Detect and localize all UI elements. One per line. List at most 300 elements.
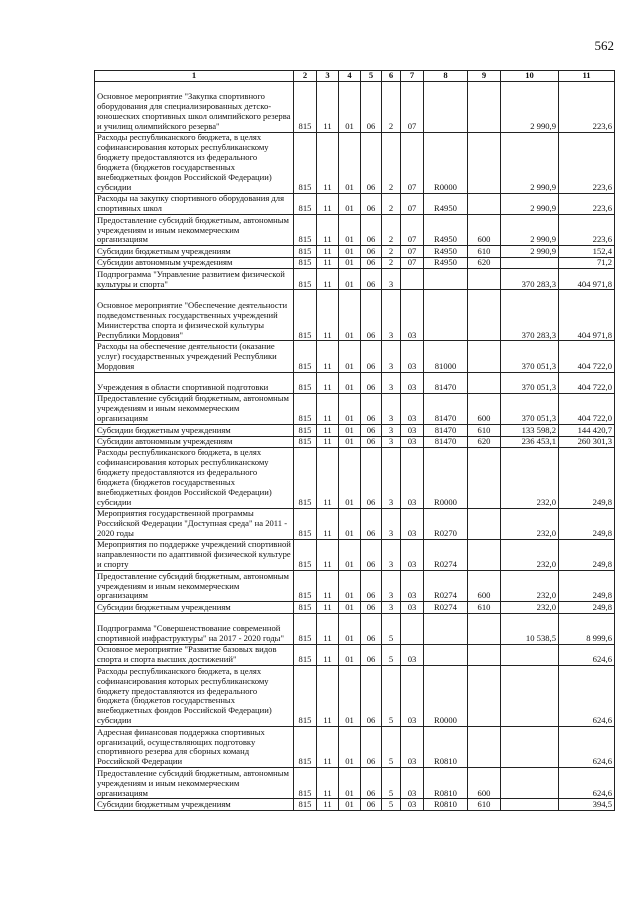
row-name-cell: Предоставление субсидий бюджетным, автономным учреждениям и иным некоммерческим организациям xyxy=(95,768,294,799)
year-2019-amount-cell: 370 051,3 xyxy=(501,393,559,424)
expense-type-cell: 610 xyxy=(468,246,501,257)
budget-table xyxy=(94,70,615,811)
direction-cell: R0810 xyxy=(424,768,468,799)
year-2020-amount-cell: 404 722,0 xyxy=(559,341,615,372)
year-2020-amount-cell: 249,8 xyxy=(559,539,615,570)
direction-cell: R0270 xyxy=(424,508,468,539)
main-event-cell: 03 xyxy=(401,768,424,799)
subsection-cell: 01 xyxy=(339,508,361,539)
main-event-cell: 03 xyxy=(401,539,424,570)
table-row xyxy=(95,447,615,508)
program-cell: 06 xyxy=(361,571,382,602)
row-name-cell: Расходы республиканского бюджета, в целях софинансирования которых республиканскому бюджету предоставляются из федерального бюджета (бюджетов государственных внебюджетных фондов Российской Федерации) субсидии xyxy=(95,666,294,727)
expense-type-cell xyxy=(468,666,501,727)
admin-code-cell: 815 xyxy=(294,82,317,133)
row-name-cell: Подпрограмма "Совершенствование современной спортивной инфраструктуры" на 2017 - 2020 годы" xyxy=(95,613,294,644)
section-cell: 11 xyxy=(317,644,339,665)
subprogram-cell: 3 xyxy=(382,447,401,508)
table-row xyxy=(95,644,615,665)
section-cell: 11 xyxy=(317,768,339,799)
year-2019-amount-cell xyxy=(501,768,559,799)
subsection-cell: 01 xyxy=(339,613,361,644)
program-cell: 06 xyxy=(361,727,382,768)
year-2020-amount-cell: 249,8 xyxy=(559,571,615,602)
program-cell: 06 xyxy=(361,82,382,133)
direction-cell: R4950 xyxy=(424,215,468,246)
direction-cell: R4950 xyxy=(424,193,468,214)
subprogram-cell: 2 xyxy=(382,133,401,194)
subprogram-cell: 3 xyxy=(382,393,401,424)
section-cell: 11 xyxy=(317,447,339,508)
year-2019-amount-cell: 232,0 xyxy=(501,539,559,570)
year-2020-amount-cell: 223,6 xyxy=(559,193,615,214)
table-row xyxy=(95,602,615,613)
main-event-cell xyxy=(401,613,424,644)
table-row xyxy=(95,436,615,447)
expense-type-cell xyxy=(468,508,501,539)
main-event-cell: 03 xyxy=(401,447,424,508)
section-cell: 11 xyxy=(317,539,339,570)
row-name-cell: Субсидии бюджетным учреждениям xyxy=(95,246,294,257)
direction-cell: R0274 xyxy=(424,539,468,570)
main-event-cell: 03 xyxy=(401,290,424,341)
year-2020-amount-cell: 223,6 xyxy=(559,215,615,246)
row-name-cell: Основное мероприятие "Закупка спортивного оборудования для специализированных детско-юношеских спортивных школ олимпийского резерва и училищ олимпийского резерва" xyxy=(95,82,294,133)
direction-cell: 81470 xyxy=(424,372,468,393)
table-row xyxy=(95,393,615,424)
column-header: 6 xyxy=(382,71,401,82)
program-cell: 06 xyxy=(361,508,382,539)
subsection-cell: 01 xyxy=(339,246,361,257)
subsection-cell: 01 xyxy=(339,290,361,341)
section-cell: 11 xyxy=(317,508,339,539)
year-2019-amount-cell: 2 990,9 xyxy=(501,215,559,246)
subsection-cell: 01 xyxy=(339,193,361,214)
program-cell: 06 xyxy=(361,372,382,393)
program-cell: 06 xyxy=(361,644,382,665)
row-name-cell: Мероприятия государственной программы Российской Федерации "Доступная среда" на 2011 - 2020 годы xyxy=(95,508,294,539)
expense-type-cell xyxy=(468,644,501,665)
main-event-cell: 07 xyxy=(401,193,424,214)
main-event-cell: 03 xyxy=(401,341,424,372)
admin-code-cell: 815 xyxy=(294,133,317,194)
subprogram-cell: 5 xyxy=(382,613,401,644)
direction-cell: 81470 xyxy=(424,425,468,436)
main-event-cell: 03 xyxy=(401,393,424,424)
table-row xyxy=(95,727,615,768)
expense-type-cell: 610 xyxy=(468,425,501,436)
direction-cell: R4950 xyxy=(424,257,468,268)
subsection-cell: 01 xyxy=(339,666,361,727)
subsection-cell: 01 xyxy=(339,269,361,290)
subsection-cell: 01 xyxy=(339,799,361,810)
row-name-cell: Учреждения в области спортивной подготовки xyxy=(95,372,294,393)
section-cell: 11 xyxy=(317,613,339,644)
expense-type-cell xyxy=(468,372,501,393)
admin-code-cell: 815 xyxy=(294,215,317,246)
expense-type-cell xyxy=(468,133,501,194)
row-name-cell: Основное мероприятие "Развитие базовых видов спорта и спорта высших достижений" xyxy=(95,644,294,665)
section-cell: 11 xyxy=(317,341,339,372)
expense-type-cell xyxy=(468,193,501,214)
admin-code-cell: 815 xyxy=(294,508,317,539)
table-row xyxy=(95,425,615,436)
subprogram-cell: 5 xyxy=(382,799,401,810)
expense-type-cell: 600 xyxy=(468,215,501,246)
section-cell: 11 xyxy=(317,571,339,602)
main-event-cell: 03 xyxy=(401,436,424,447)
expense-type-cell: 620 xyxy=(468,257,501,268)
admin-code-cell: 815 xyxy=(294,290,317,341)
table-header-row xyxy=(95,71,615,82)
program-cell: 06 xyxy=(361,425,382,436)
program-cell: 06 xyxy=(361,290,382,341)
subsection-cell: 01 xyxy=(339,436,361,447)
year-2020-amount-cell: 260 301,3 xyxy=(559,436,615,447)
page-number: 562 xyxy=(594,38,614,53)
program-cell: 06 xyxy=(361,133,382,194)
column-header: 8 xyxy=(424,71,468,82)
program-cell: 06 xyxy=(361,193,382,214)
year-2019-amount-cell: 370 283,3 xyxy=(501,290,559,341)
year-2020-amount-cell: 404 971,8 xyxy=(559,269,615,290)
main-event-cell: 03 xyxy=(401,666,424,727)
admin-code-cell: 815 xyxy=(294,447,317,508)
expense-type-cell xyxy=(468,82,501,133)
direction-cell xyxy=(424,290,468,341)
section-cell: 11 xyxy=(317,727,339,768)
table-row xyxy=(95,257,615,268)
year-2019-amount-cell: 232,0 xyxy=(501,602,559,613)
year-2019-amount-cell: 370 051,3 xyxy=(501,372,559,393)
year-2019-amount-cell: 232,0 xyxy=(501,508,559,539)
direction-cell: R4950 xyxy=(424,246,468,257)
column-header: 10 xyxy=(501,71,559,82)
year-2019-amount-cell xyxy=(501,727,559,768)
direction-cell xyxy=(424,269,468,290)
subprogram-cell: 3 xyxy=(382,436,401,447)
expense-type-cell: 620 xyxy=(468,436,501,447)
year-2019-amount-cell xyxy=(501,666,559,727)
subprogram-cell: 5 xyxy=(382,644,401,665)
year-2019-amount-cell: 2 990,9 xyxy=(501,193,559,214)
subprogram-cell: 3 xyxy=(382,425,401,436)
row-name-cell: Субсидии бюджетным учреждениям xyxy=(95,799,294,810)
year-2019-amount-cell: 232,0 xyxy=(501,447,559,508)
subprogram-cell: 2 xyxy=(382,246,401,257)
year-2019-amount-cell: 10 538,5 xyxy=(501,613,559,644)
program-cell: 06 xyxy=(361,768,382,799)
admin-code-cell: 815 xyxy=(294,393,317,424)
direction-cell: R0000 xyxy=(424,133,468,194)
subprogram-cell: 3 xyxy=(382,571,401,602)
main-event-cell: 07 xyxy=(401,215,424,246)
program-cell: 06 xyxy=(361,257,382,268)
main-event-cell: 03 xyxy=(401,372,424,393)
subprogram-cell: 3 xyxy=(382,269,401,290)
row-name-cell: Субсидии бюджетным учреждениям xyxy=(95,602,294,613)
year-2020-amount-cell: 404 722,0 xyxy=(559,372,615,393)
year-2020-amount-cell: 624,6 xyxy=(559,644,615,665)
year-2019-amount-cell: 232,0 xyxy=(501,571,559,602)
subprogram-cell: 5 xyxy=(382,768,401,799)
admin-code-cell: 815 xyxy=(294,193,317,214)
subprogram-cell: 3 xyxy=(382,341,401,372)
admin-code-cell: 815 xyxy=(294,246,317,257)
column-header: 2 xyxy=(294,71,317,82)
section-cell: 11 xyxy=(317,372,339,393)
main-event-cell: 03 xyxy=(401,644,424,665)
row-name-cell: Расходы на закупку спортивного оборудования для спортивных школ xyxy=(95,193,294,214)
subsection-cell: 01 xyxy=(339,602,361,613)
subsection-cell: 01 xyxy=(339,393,361,424)
direction-cell: 81470 xyxy=(424,393,468,424)
table-row xyxy=(95,133,615,194)
admin-code-cell: 815 xyxy=(294,372,317,393)
section-cell: 11 xyxy=(317,290,339,341)
row-name-cell: Подпрограмма "Управление развитием физической культуры и спорта" xyxy=(95,269,294,290)
main-event-cell: 07 xyxy=(401,246,424,257)
year-2020-amount-cell: 152,4 xyxy=(559,246,615,257)
column-header: 1 xyxy=(95,71,294,82)
subprogram-cell: 3 xyxy=(382,508,401,539)
year-2019-amount-cell xyxy=(501,644,559,665)
section-cell: 11 xyxy=(317,602,339,613)
year-2020-amount-cell: 249,8 xyxy=(559,508,615,539)
year-2020-amount-cell: 223,6 xyxy=(559,133,615,194)
table-row xyxy=(95,508,615,539)
year-2019-amount-cell: 133 598,2 xyxy=(501,425,559,436)
subprogram-cell: 3 xyxy=(382,602,401,613)
subsection-cell: 01 xyxy=(339,372,361,393)
program-cell: 06 xyxy=(361,539,382,570)
subprogram-cell: 2 xyxy=(382,215,401,246)
direction-cell: R0000 xyxy=(424,666,468,727)
row-name-cell: Расходы на обеспечение деятельности (оказание услуг) государственных учреждений Республики Мордовия xyxy=(95,341,294,372)
table-row xyxy=(95,613,615,644)
subsection-cell: 01 xyxy=(339,768,361,799)
column-header: 9 xyxy=(468,71,501,82)
main-event-cell: 03 xyxy=(401,571,424,602)
subsection-cell: 01 xyxy=(339,644,361,665)
row-name-cell: Основное мероприятие "Обеспечение деятельности подведомственных государственных учреждений Министерства спорта и физической культуры Республики Мордовия" xyxy=(95,290,294,341)
program-cell: 06 xyxy=(361,341,382,372)
year-2020-amount-cell: 394,5 xyxy=(559,799,615,810)
section-cell: 11 xyxy=(317,193,339,214)
section-cell: 11 xyxy=(317,82,339,133)
direction-cell xyxy=(424,82,468,133)
table-row xyxy=(95,372,615,393)
year-2019-amount-cell xyxy=(501,257,559,268)
main-event-cell xyxy=(401,269,424,290)
program-cell: 06 xyxy=(361,215,382,246)
expense-type-cell xyxy=(468,539,501,570)
admin-code-cell: 815 xyxy=(294,425,317,436)
table-row xyxy=(95,269,615,290)
section-cell: 11 xyxy=(317,393,339,424)
main-event-cell: 07 xyxy=(401,133,424,194)
year-2020-amount-cell: 404 971,8 xyxy=(559,290,615,341)
year-2020-amount-cell: 624,6 xyxy=(559,768,615,799)
expense-type-cell xyxy=(468,290,501,341)
row-name-cell: Адресная финансовая поддержка спортивных организаций, осуществляющих подготовку спортивного резерва для сборных команд Российской Федерации xyxy=(95,727,294,768)
row-name-cell: Субсидии бюджетным учреждениям xyxy=(95,425,294,436)
admin-code-cell: 815 xyxy=(294,269,317,290)
direction-cell: 81470 xyxy=(424,436,468,447)
section-cell: 11 xyxy=(317,425,339,436)
year-2020-amount-cell: 249,8 xyxy=(559,447,615,508)
section-cell: 11 xyxy=(317,799,339,810)
direction-cell: R0810 xyxy=(424,727,468,768)
subsection-cell: 01 xyxy=(339,257,361,268)
row-name-cell: Субсидии автономным учреждениям xyxy=(95,436,294,447)
main-event-cell: 03 xyxy=(401,602,424,613)
program-cell: 06 xyxy=(361,393,382,424)
admin-code-cell: 815 xyxy=(294,602,317,613)
subsection-cell: 01 xyxy=(339,447,361,508)
subsection-cell: 01 xyxy=(339,341,361,372)
table-row xyxy=(95,290,615,341)
subsection-cell: 01 xyxy=(339,727,361,768)
program-cell: 06 xyxy=(361,799,382,810)
section-cell: 11 xyxy=(317,269,339,290)
table-body xyxy=(95,82,615,811)
main-event-cell: 07 xyxy=(401,82,424,133)
expense-type-cell: 610 xyxy=(468,602,501,613)
year-2019-amount-cell xyxy=(501,799,559,810)
subprogram-cell: 3 xyxy=(382,372,401,393)
row-name-cell: Предоставление субсидий бюджетным, автономным учреждениям и иным некоммерческим организациям xyxy=(95,571,294,602)
year-2020-amount-cell: 249,8 xyxy=(559,602,615,613)
subsection-cell: 01 xyxy=(339,82,361,133)
section-cell: 11 xyxy=(317,215,339,246)
subsection-cell: 01 xyxy=(339,539,361,570)
expense-type-cell: 610 xyxy=(468,799,501,810)
subprogram-cell: 2 xyxy=(382,257,401,268)
year-2020-amount-cell: 144 420,7 xyxy=(559,425,615,436)
section-cell: 11 xyxy=(317,246,339,257)
year-2019-amount-cell: 370 051,3 xyxy=(501,341,559,372)
direction-cell xyxy=(424,644,468,665)
table-row xyxy=(95,246,615,257)
expense-type-cell xyxy=(468,341,501,372)
program-cell: 06 xyxy=(361,436,382,447)
admin-code-cell: 815 xyxy=(294,571,317,602)
subprogram-cell: 5 xyxy=(382,666,401,727)
direction-cell: R0810 xyxy=(424,799,468,810)
year-2020-amount-cell: 624,6 xyxy=(559,666,615,727)
main-event-cell: 03 xyxy=(401,508,424,539)
subprogram-cell: 5 xyxy=(382,727,401,768)
year-2020-amount-cell: 624,6 xyxy=(559,727,615,768)
column-header: 11 xyxy=(559,71,615,82)
table-row xyxy=(95,341,615,372)
year-2019-amount-cell: 2 990,9 xyxy=(501,133,559,194)
table-row xyxy=(95,768,615,799)
table-row xyxy=(95,82,615,133)
table-row xyxy=(95,571,615,602)
program-cell: 06 xyxy=(361,613,382,644)
column-header: 5 xyxy=(361,71,382,82)
main-event-cell: 03 xyxy=(401,425,424,436)
expense-type-cell xyxy=(468,447,501,508)
column-header: 3 xyxy=(317,71,339,82)
subprogram-cell: 2 xyxy=(382,193,401,214)
subsection-cell: 01 xyxy=(339,215,361,246)
admin-code-cell: 815 xyxy=(294,257,317,268)
program-cell: 06 xyxy=(361,602,382,613)
admin-code-cell: 815 xyxy=(294,613,317,644)
row-name-cell: Субсидии автономным учреждениям xyxy=(95,257,294,268)
admin-code-cell: 815 xyxy=(294,666,317,727)
subprogram-cell: 3 xyxy=(382,539,401,570)
section-cell: 11 xyxy=(317,133,339,194)
direction-cell: R0000 xyxy=(424,447,468,508)
subprogram-cell: 2 xyxy=(382,82,401,133)
admin-code-cell: 815 xyxy=(294,644,317,665)
year-2020-amount-cell: 71,2 xyxy=(559,257,615,268)
admin-code-cell: 815 xyxy=(294,539,317,570)
expense-type-cell: 600 xyxy=(468,571,501,602)
program-cell: 06 xyxy=(361,447,382,508)
program-cell: 06 xyxy=(361,269,382,290)
table-row xyxy=(95,215,615,246)
year-2019-amount-cell: 2 990,9 xyxy=(501,246,559,257)
subsection-cell: 01 xyxy=(339,425,361,436)
main-event-cell: 07 xyxy=(401,257,424,268)
main-event-cell: 03 xyxy=(401,799,424,810)
expense-type-cell xyxy=(468,269,501,290)
row-name-cell: Расходы республиканского бюджета, в целях софинансирования которых республиканскому бюджету предоставляются из федерального бюджета (бюджетов государственных внебюджетных фондов Российской Федерации) субсидии xyxy=(95,133,294,194)
table-row xyxy=(95,193,615,214)
year-2020-amount-cell: 223,6 xyxy=(559,82,615,133)
direction-cell xyxy=(424,613,468,644)
direction-cell: 81000 xyxy=(424,341,468,372)
subprogram-cell: 3 xyxy=(382,290,401,341)
table-row xyxy=(95,799,615,810)
expense-type-cell xyxy=(468,613,501,644)
year-2019-amount-cell: 2 990,9 xyxy=(501,82,559,133)
admin-code-cell: 815 xyxy=(294,341,317,372)
row-name-cell: Мероприятия по поддержке учреждений спортивной направленности по адаптивной физической культуре и спорту xyxy=(95,539,294,570)
column-header: 4 xyxy=(339,71,361,82)
expense-type-cell: 600 xyxy=(468,768,501,799)
row-name-cell: Расходы республиканского бюджета, в целях софинансирования которых республиканскому бюджету предоставляются из федерального бюджета (бюджетов государственных внебюджетных фондов Российской Федерации) субсидии xyxy=(95,447,294,508)
row-name-cell: Предоставление субсидий бюджетным, автономным учреждениям и иным некоммерческим организациям xyxy=(95,393,294,424)
admin-code-cell: 815 xyxy=(294,436,317,447)
expense-type-cell: 600 xyxy=(468,393,501,424)
section-cell: 11 xyxy=(317,666,339,727)
main-event-cell: 03 xyxy=(401,727,424,768)
subsection-cell: 01 xyxy=(339,571,361,602)
admin-code-cell: 815 xyxy=(294,799,317,810)
direction-cell: R0274 xyxy=(424,602,468,613)
expense-type-cell xyxy=(468,727,501,768)
year-2020-amount-cell: 8 999,6 xyxy=(559,613,615,644)
program-cell: 06 xyxy=(361,666,382,727)
admin-code-cell: 815 xyxy=(294,768,317,799)
column-header: 7 xyxy=(401,71,424,82)
program-cell: 06 xyxy=(361,246,382,257)
admin-code-cell: 815 xyxy=(294,727,317,768)
year-2019-amount-cell: 236 453,1 xyxy=(501,436,559,447)
subsection-cell: 01 xyxy=(339,133,361,194)
table-row xyxy=(95,666,615,727)
table-row xyxy=(95,539,615,570)
year-2019-amount-cell: 370 283,3 xyxy=(501,269,559,290)
year-2020-amount-cell: 404 722,0 xyxy=(559,393,615,424)
section-cell: 11 xyxy=(317,436,339,447)
